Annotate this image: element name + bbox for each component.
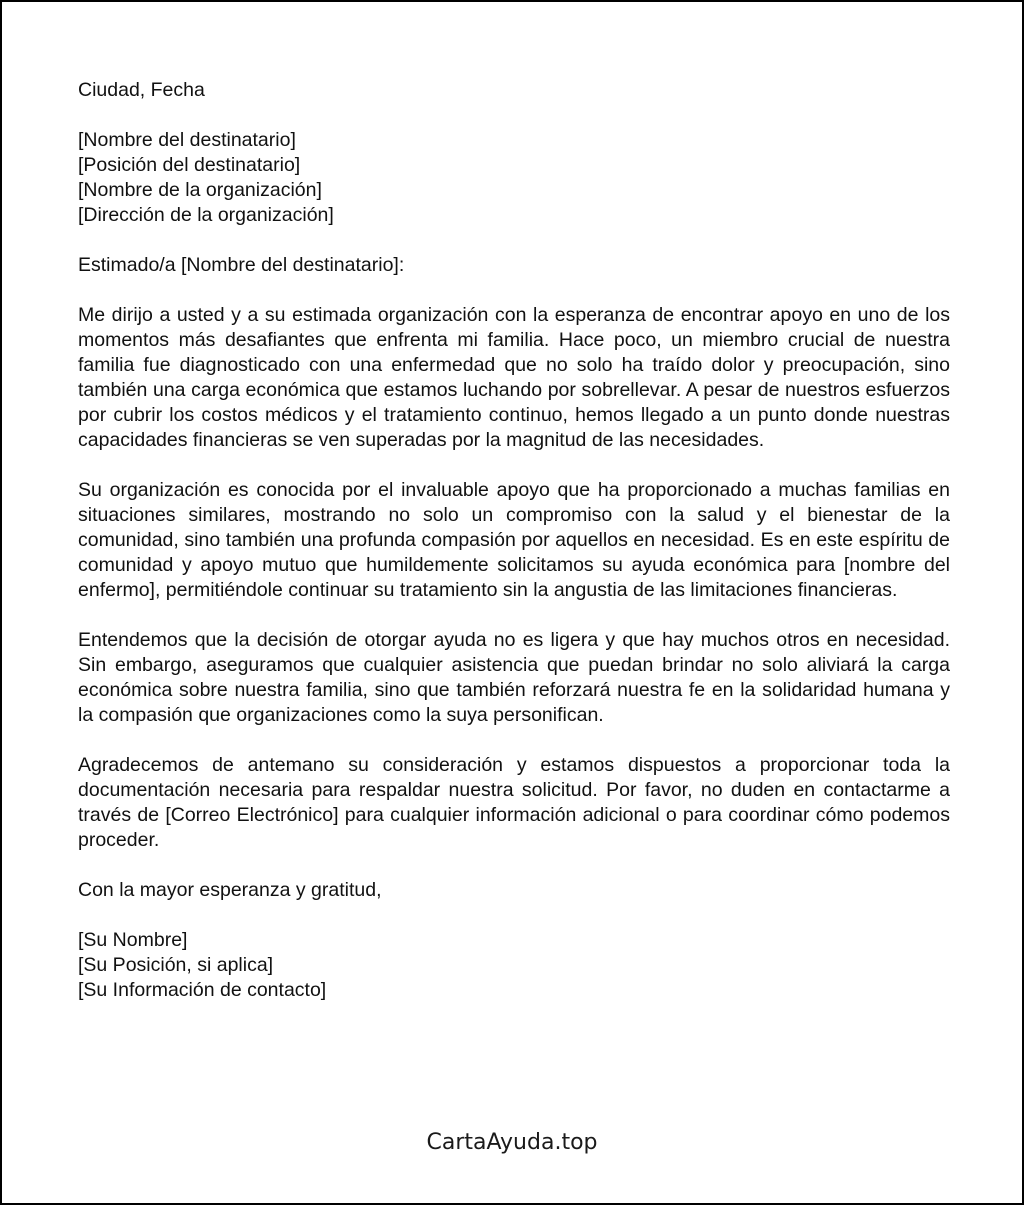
salutation: Estimado/a [Nombre del destinatario]:	[78, 254, 405, 276]
letter-body	[78, 78, 950, 1003]
body-paragraph-2: Su organización es conocida por el invaluable apoyo que ha proporcionado a muchas familias en situaciones similares, mostrando no solo un compromiso con la salud y el bienestar de la comunidad, sino también una profunda compasión por aquellos en necesidad. Es en este espíritu de comunidad y apoyo mutuo que humildemente solicitamos su ayuda económica para [nombre del enfermo], permitiéndole continuar su tratamiento sin la angustia de las limitaciones financieras.	[78, 479, 950, 601]
place-date: Ciudad, Fecha	[78, 79, 205, 101]
footer-site: CartaAyuda.top	[426, 1130, 598, 1155]
signature-name: [Su Nombre]	[78, 929, 188, 951]
signature-block	[78, 928, 950, 1003]
recipient-position: [Posición del destinatario]	[78, 154, 301, 176]
closing-block	[78, 878, 950, 903]
recipient-block	[78, 128, 950, 228]
place-date-block	[78, 78, 950, 103]
recipient-name: [Nombre del destinatario]	[78, 129, 296, 151]
body-paragraph-1: Me dirijo a usted y a su estimada organización con la esperanza de encontrar apoyo en uno de los momentos más desafiantes que enfrenta mi familia. Hace poco, un miembro crucial de nuestra familia fue diagnosticado con una enfermedad que no solo ha traído dolor y preocupación, sino también una carga económica que estamos luchando por sobrellevar. A pesar de nuestros esfuerzos por cubrir los costos médicos y el tratamiento continuo, hemos llegado a un punto donde nuestras capacidades financieras se ven superadas por la magnitud de las necesidades.	[78, 304, 950, 451]
closing: Con la mayor esperanza y gratitud,	[78, 879, 382, 901]
recipient-organization: [Nombre de la organización]	[78, 179, 322, 201]
salutation-block	[78, 253, 950, 278]
recipient-address: [Dirección de la organización]	[78, 204, 334, 226]
signature-contact: [Su Información de contacto]	[78, 979, 327, 1001]
body-paragraph-4: Agradecemos de antemano su consideración y estamos dispuestos a proporcionar toda la documentación necesaria para respaldar nuestra solicitud. Por favor, no duden en contactarme a través de [Correo Electrónico] para cualquier información adicional o para coordinar cómo podemos proceder.	[78, 754, 950, 851]
signature-position: [Su Posición, si aplica]	[78, 954, 274, 976]
body-paragraph-3: Entendemos que la decisión de otorgar ayuda no es ligera y que hay muchos otros en necesidad. Sin embargo, aseguramos que cualquier asistencia que puedan brindar no solo aliviará la carga económica sobre nuestra familia, sino que también reforzará nuestra fe en la solidaridad humana y la compasión que organizaciones como la suya personifican.	[78, 629, 950, 726]
